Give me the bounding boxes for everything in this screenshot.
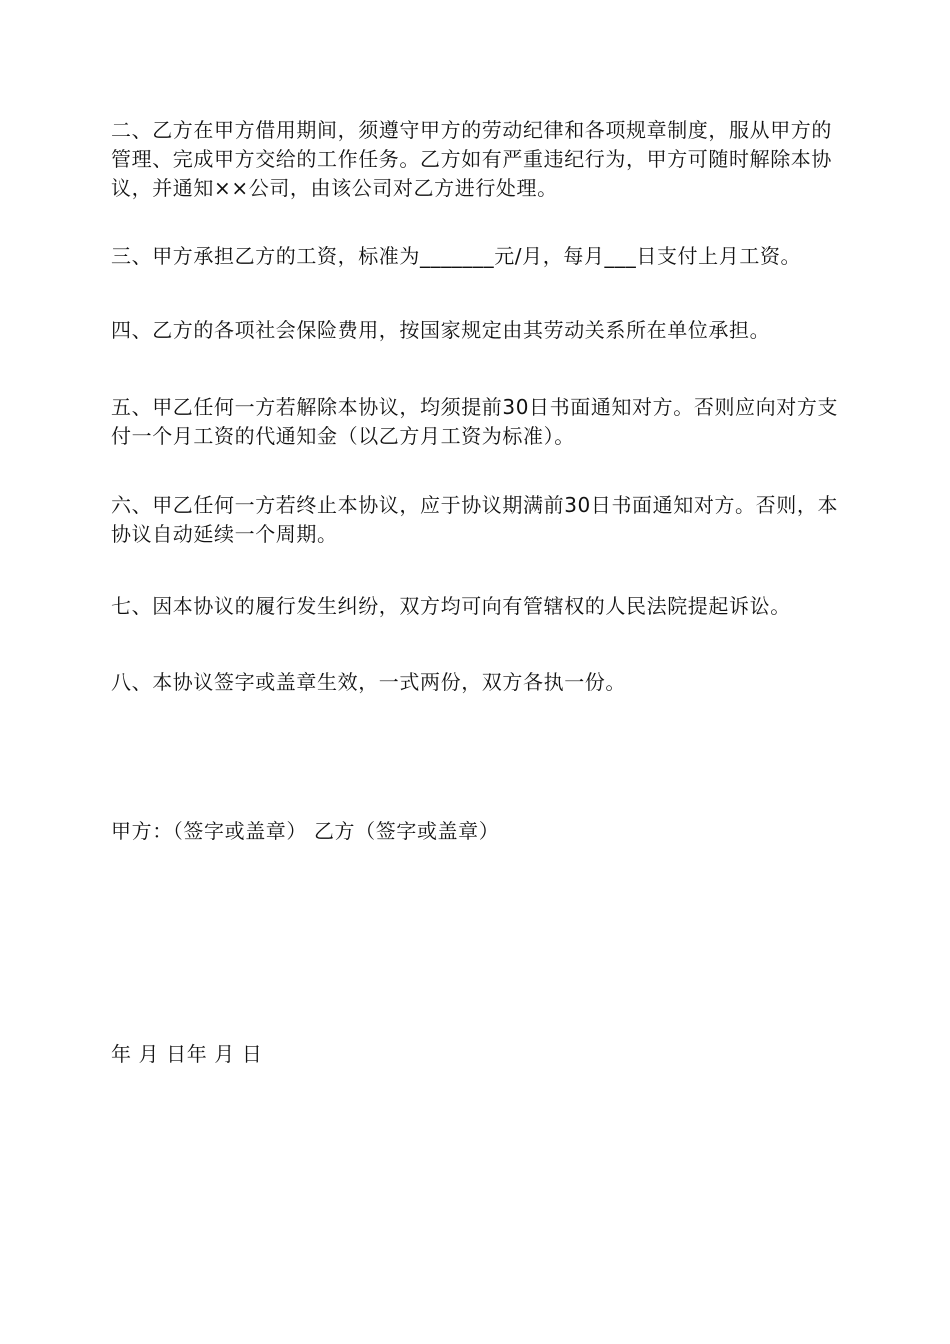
clause-8: 八、本协议签字或盖章生效，一式两份，双方各执一份。 bbox=[111, 670, 626, 694]
clause-5: 五、甲乙任何一方若解除本协议，均须提前30日书面通知对方。否则应向对方支付一个月工资的代通知金（以乙方月工资为标准）。 bbox=[111, 395, 839, 448]
clause-7: 七、因本协议的履行发生纠纷，双方均可向有管辖权的人民法院提起诉讼。 bbox=[111, 594, 791, 618]
date-line: 年 月 日年 月 日 bbox=[111, 1042, 263, 1066]
clause-3: 三、甲方承担乙方的工资，标准为_______元/月，每月___日支付上月工资。 bbox=[111, 244, 802, 268]
signature-line: 甲方：（签字或盖章） 乙方（签字或盖章） bbox=[111, 819, 500, 843]
clause-6: 六、甲乙任何一方若终止本协议，应于协议期满前30日书面通知对方。否则，本协议自动延续一个周期。 bbox=[111, 493, 839, 546]
clause-2: 二、乙方在甲方借用期间，须遵守甲方的劳动纪律和各项规章制度，服从甲方的管理、完成甲方交给的工作任务。乙方如有严重违纪行为，甲方可随时解除本协议，并通知××公司，由该公司对乙方进行处理。 bbox=[111, 118, 832, 200]
clause-4: 四、乙方的各项社会保险费用，按国家规定由其劳动关系所在单位承担。 bbox=[111, 318, 771, 342]
